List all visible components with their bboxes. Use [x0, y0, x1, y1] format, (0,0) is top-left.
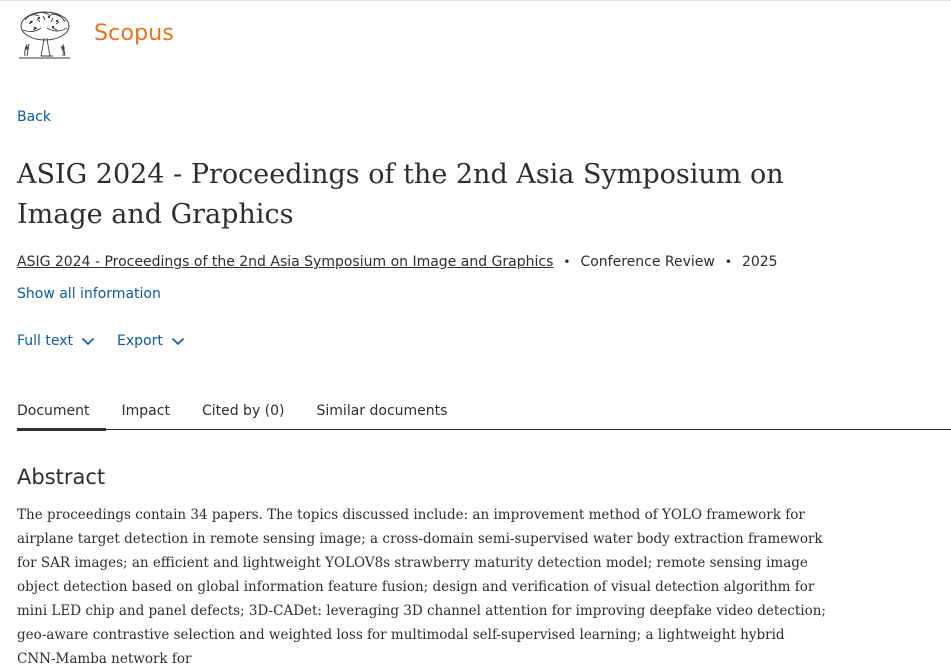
- abstract-text: The proceedings contain 34 papers. The topics discussed include: an improvement method of YOLO framework for airplane target detection in remote sensing image; a cross-domain semi-supervised water body extraction framework for SAR images; an efficient and lightweight YOLOV8s strawberry maturity detection model; remote sensing image object detection based on global information feature fusion; design and verification of visual detection algorithm for mini LED chip and panel defects; 3D-CADet: leveraging 3D channel attention for improving deepfake video detection; geo-aware contrastive selection and weighted loss for multimodal self-supervised learning; a lightweight hybrid CNN-Mamba network for: [17, 507, 826, 667]
- document-type: Conference Review: [580, 254, 715, 270]
- tab-similar-documents[interactable]: Similar documents: [316, 403, 448, 419]
- back-link[interactable]: Back: [17, 109, 51, 125]
- meta-separator: •: [724, 255, 732, 269]
- document-tabs: [17, 403, 951, 430]
- tab-document[interactable]: Document: [17, 403, 106, 429]
- show-all-information-link[interactable]: Show all information: [17, 286, 161, 302]
- site-header: [17, 10, 174, 60]
- tab-impact[interactable]: Impact: [121, 403, 170, 419]
- export-label: Export: [117, 333, 163, 349]
- document-title: ASIG 2024 - Proceedings of the 2nd Asia Symposium on Image and Graphics: [17, 159, 784, 230]
- document-year: 2025: [741, 254, 778, 270]
- chevron-down-icon: [171, 334, 185, 348]
- abstract-heading: Abstract: [17, 465, 106, 489]
- full-text-button[interactable]: [17, 333, 95, 349]
- document-meta: [17, 254, 778, 270]
- document-actions: [17, 333, 185, 349]
- tab-cited-by[interactable]: Cited by (0): [201, 403, 285, 419]
- scopus-brand[interactable]: Scopus: [94, 20, 175, 46]
- export-button[interactable]: [117, 333, 185, 349]
- source-title-link[interactable]: ASIG 2024 - Proceedings of the 2nd Asia Symposium on Image and Graphics: [17, 254, 554, 270]
- full-text-label: Full text: [17, 333, 74, 349]
- chevron-down-icon: [81, 334, 95, 348]
- elsevier-tree-logo-icon[interactable]: [17, 10, 72, 60]
- meta-separator: •: [563, 255, 571, 269]
